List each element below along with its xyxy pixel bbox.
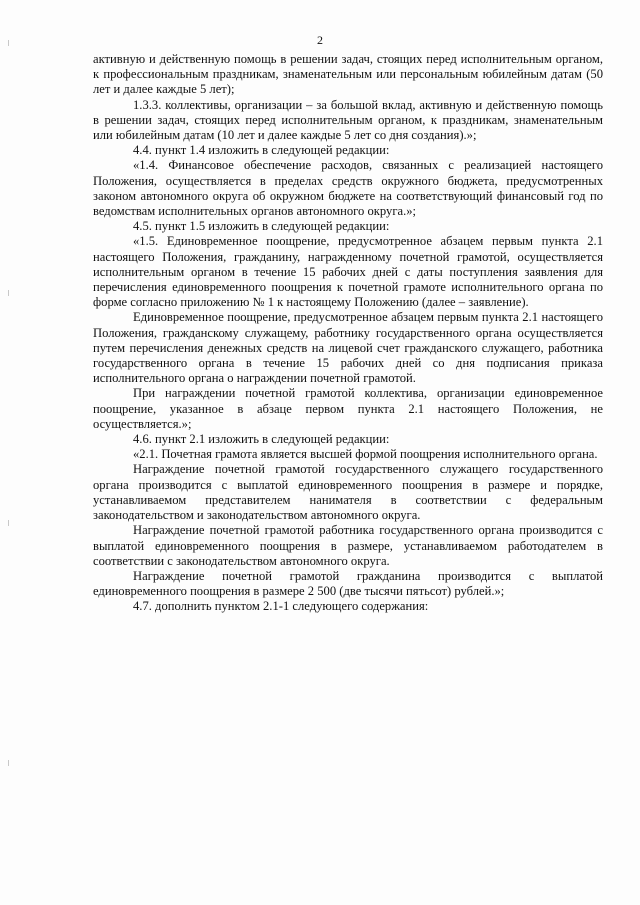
paragraph: 4.5. пункт 1.5 изложить в следующей редакции: xyxy=(133,219,390,234)
paragraph: активную и действенную помощь в решении задач, стоящих перед исполнительным органом, к профессиональным праздникам, знаменательным или персональным юбилейным датам (50 лет и далее каждые 5 лет); xyxy=(93,52,603,97)
paragraph: При награждении почетной грамотой коллектива, организации единовременное поощрение, указанное в абзаце первом пункта 2.1 настоящего Положения, не осуществляется.»; xyxy=(93,386,603,431)
margin-mark xyxy=(8,520,9,526)
paragraph: Награждение почетной грамотой работника государственного органа производится с выплатой единовременного поощрения в размере, устанавливаемом работодателем в соответствии с законодательством автономного округа. xyxy=(93,523,603,568)
paragraph: 4.7. дополнить пунктом 2.1-1 следующего содержания: xyxy=(133,599,429,614)
paragraph: 4.6. пункт 2.1 изложить в следующей редакции: xyxy=(133,432,390,447)
paragraph: Единовременное поощрение, предусмотренное абзацем первым пункта 2.1 настоящего Положения, гражданскому служащему, работнику государственного органа осуществляется путем перечисления денежных средств на лицевой счет гражданского служащего, работника государственного органа в течение 15 рабочих дней со дня подписания приказа исполнительного органа о награждении почетной грамотой. xyxy=(93,310,603,386)
scan-margin-marks xyxy=(8,0,10,905)
paragraph: Награждение почетной грамотой гражданина производится с выплатой единовременного поощрения в размере 2 500 (две тысячи пятьсот) рублей.»; xyxy=(93,568,603,599)
paragraph: Награждение почетной грамотой государственного служащего государственного органа производится с выплатой единовременного поощрения в размере и порядке, устанавливаемом представителем нанимателя в соответствии с федеральным законодательством и законодательством автономного округа. xyxy=(93,462,603,523)
paragraph: «1.4. Финансовое обеспечение расходов, связанных с реализацией настоящего Положения, осуществляется в пределах средств окружного бюджета, предусмотренных законом автономного округа об окружном бюджете на соответствующий финансовый год по ведомствам исполнительных органов автономного округа.»; xyxy=(93,158,603,219)
page-number: 2 xyxy=(317,33,323,47)
paragraph: «2.1. Почетная грамота является высшей формой поощрения исполнительного органа. xyxy=(133,447,598,462)
paragraph: «1.5. Единовременное поощрение, предусмотренное абзацем первым пункта 2.1 настоящего Положения, гражданину, награжденному почетной грамотой, осуществляется исполнительным органом в течение 15 рабочих дней с даты поступления заявления для перечисления единовременного поощрения к почетной грамоте исполнительного органа по форме согласно приложению № 1 к настоящему Положению (далее – заявление). xyxy=(93,234,603,310)
paragraph: 1.3.3. коллективы, организации – за большой вклад, активную и действенную помощь в решении задач, стоящих перед исполнительным органом, к праздникам, знаменательным или юбилейным датам (10 лет и далее каждые 5 лет со дня создания).»; xyxy=(93,97,603,143)
margin-mark xyxy=(8,760,9,766)
margin-mark xyxy=(8,290,9,296)
document-body xyxy=(93,52,603,615)
paragraph: 4.4. пункт 1.4 изложить в следующей редакции: xyxy=(133,143,390,158)
